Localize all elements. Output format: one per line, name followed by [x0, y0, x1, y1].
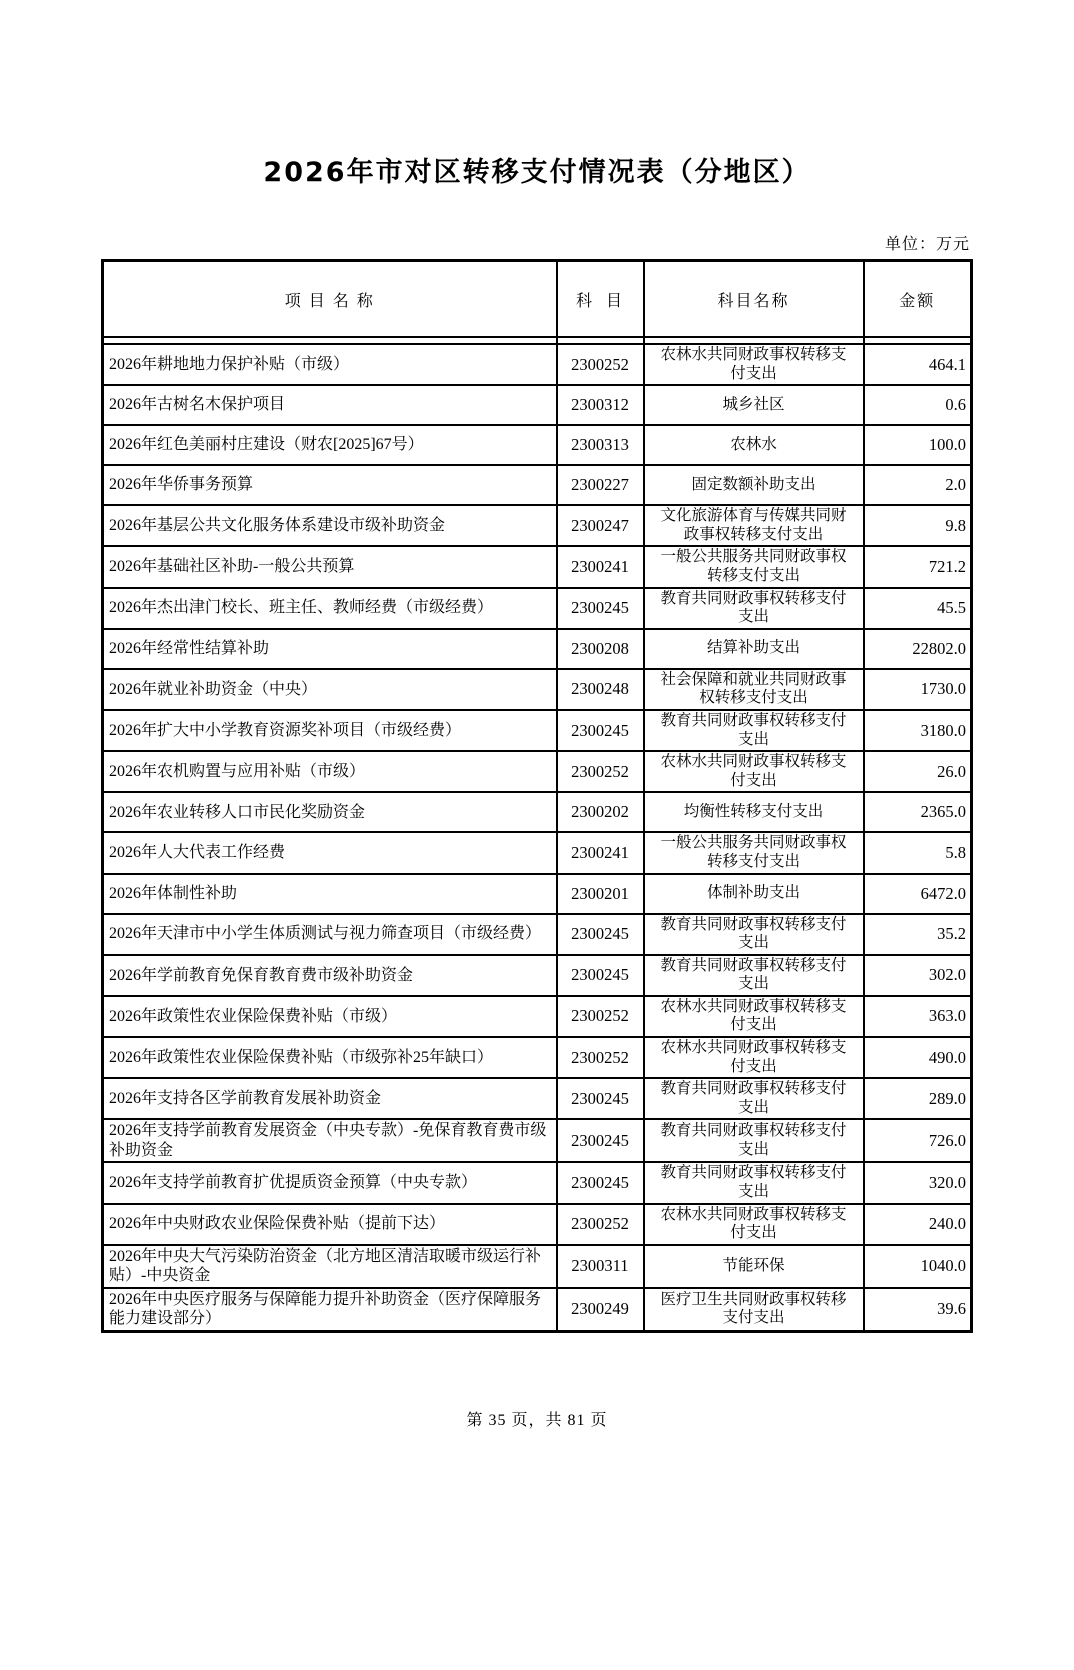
project-name-cell: 2026年耕地地力保护补贴（市级） [103, 344, 557, 385]
table-row [103, 505, 972, 546]
table-row [103, 1162, 972, 1203]
project-name-cell: 2026年基础社区补助-一般公共预算 [103, 546, 557, 587]
project-name-cell: 2026年杰出津门校长、班主任、教师经费（市级经费） [103, 588, 557, 629]
subject-name-cell: 体制补助支出 [644, 874, 864, 914]
subject-code-cell: 2300247 [557, 505, 644, 546]
document-page [0, 150, 1074, 1670]
subject-code-cell: 2300252 [557, 344, 644, 385]
project-name-cell: 2026年人大代表工作经费 [103, 832, 557, 873]
project-name-cell: 2026年学前教育免保育教育费市级补助资金 [103, 955, 557, 996]
subject-name-cell: 教育共同财政事权转移支付支出 [644, 588, 864, 629]
table-row [103, 425, 972, 465]
amount-cell: 363.0 [864, 996, 972, 1037]
subject-name-cell: 教育共同财政事权转移支付支出 [644, 710, 864, 751]
project-name-cell: 2026年支持各区学前教育发展补助资金 [103, 1078, 557, 1119]
project-name-cell: 2026年基层公共文化服务体系建设市级补助资金 [103, 505, 557, 546]
amount-cell: 240.0 [864, 1204, 972, 1245]
header-amount: 金额 [864, 261, 972, 338]
amount-cell: 6472.0 [864, 874, 972, 914]
subject-name-cell: 文化旅游体育与传媒共同财政事权转移支付支出 [644, 505, 864, 546]
subject-name-cell: 农林水共同财政事权转移支付支出 [644, 1037, 864, 1078]
subject-code-cell: 2300245 [557, 955, 644, 996]
subject-name-cell: 教育共同财政事权转移支付支出 [644, 1078, 864, 1119]
amount-cell: 1040.0 [864, 1245, 972, 1288]
project-name-cell: 2026年就业补助资金（中央） [103, 669, 557, 710]
table-row [103, 1245, 972, 1288]
subject-code-cell: 2300245 [557, 1162, 644, 1203]
subject-name-cell: 教育共同财政事权转移支付支出 [644, 1119, 864, 1162]
header-spacer-row [103, 337, 972, 344]
project-name-cell: 2026年扩大中小学教育资源奖补项目（市级经费） [103, 710, 557, 751]
subject-code-cell: 2300245 [557, 710, 644, 751]
subject-code-cell: 2300241 [557, 546, 644, 587]
table-row [103, 1078, 972, 1119]
page-title: 2026年市对区转移支付情况表（分地区） [263, 157, 811, 188]
amount-cell: 302.0 [864, 955, 972, 996]
subject-name-cell: 教育共同财政事权转移支付支出 [644, 1162, 864, 1203]
project-name-cell: 2026年农机购置与应用补贴（市级） [103, 751, 557, 792]
subject-code-cell: 2300245 [557, 1119, 644, 1162]
subject-code-cell: 2300252 [557, 996, 644, 1037]
project-name-cell: 2026年支持学前教育扩优提质资金预算（中央专款） [103, 1162, 557, 1203]
project-name-cell: 2026年农业转移人口市民化奖励资金 [103, 792, 557, 832]
subject-code-cell: 2300311 [557, 1245, 644, 1288]
table-row [103, 385, 972, 425]
subject-code-cell: 2300248 [557, 669, 644, 710]
subject-code-cell: 2300208 [557, 629, 644, 669]
subject-name-cell: 农林水共同财政事权转移支付支出 [644, 751, 864, 792]
table-row [103, 710, 972, 751]
amount-cell: 39.6 [864, 1288, 972, 1332]
subject-name-cell: 城乡社区 [644, 385, 864, 425]
subject-name-cell: 教育共同财政事权转移支付支出 [644, 955, 864, 996]
table-header-row [103, 261, 972, 338]
project-name-cell: 2026年政策性农业保险保费补贴（市级弥补25年缺口） [103, 1037, 557, 1078]
subject-name-cell: 农林水共同财政事权转移支付支出 [644, 1204, 864, 1245]
subject-name-cell: 固定数额补助支出 [644, 465, 864, 505]
amount-cell: 35.2 [864, 914, 972, 955]
transfer-payment-table [101, 259, 973, 1333]
spacer-cell [103, 337, 557, 344]
project-name-cell: 2026年中央大气污染防治资金（北方地区清洁取暖市级运行补贴）-中央资金 [103, 1245, 557, 1288]
table-row [103, 955, 972, 996]
amount-cell: 3180.0 [864, 710, 972, 751]
project-name-cell: 2026年天津市中小学生体质测试与视力筛查项目（市级经费） [103, 914, 557, 955]
table-row [103, 1119, 972, 1162]
subject-code-cell: 2300252 [557, 1037, 644, 1078]
table-row [103, 1204, 972, 1245]
table-row [103, 914, 972, 955]
amount-cell: 1730.0 [864, 669, 972, 710]
subject-name-cell: 社会保障和就业共同财政事权转移支付支出 [644, 669, 864, 710]
subject-code-cell: 2300245 [557, 1078, 644, 1119]
amount-cell: 464.1 [864, 344, 972, 385]
amount-cell: 2365.0 [864, 792, 972, 832]
header-subject-code: 科 目 [557, 261, 644, 338]
subject-name-cell: 农林水共同财政事权转移支付支出 [644, 996, 864, 1037]
header-project-name: 项 目 名 称 [103, 261, 557, 338]
amount-cell: 45.5 [864, 588, 972, 629]
amount-cell: 22802.0 [864, 629, 972, 669]
subject-code-cell: 2300245 [557, 914, 644, 955]
table-row [103, 546, 972, 587]
subject-name-cell: 教育共同财政事权转移支付支出 [644, 914, 864, 955]
subject-code-cell: 2300249 [557, 1288, 644, 1332]
table-row [103, 792, 972, 832]
table-row [103, 1037, 972, 1078]
project-name-cell: 2026年红色美丽村庄建设（财农[2025]67号） [103, 425, 557, 465]
table-row [103, 832, 972, 873]
amount-cell: 5.8 [864, 832, 972, 873]
subject-code-cell: 2300202 [557, 792, 644, 832]
table-row [103, 1288, 972, 1332]
table-body [103, 344, 972, 1331]
subject-code-cell: 2300312 [557, 385, 644, 425]
table-row [103, 751, 972, 792]
table-row [103, 588, 972, 629]
amount-cell: 9.8 [864, 505, 972, 546]
table-row [103, 344, 972, 385]
subject-name-cell: 医疗卫生共同财政事权转移支付支出 [644, 1288, 864, 1332]
table-row [103, 874, 972, 914]
amount-cell: 320.0 [864, 1162, 972, 1203]
unit-label: 单位：万元 [884, 236, 970, 253]
subject-name-cell: 节能环保 [644, 1245, 864, 1288]
amount-cell: 0.6 [864, 385, 972, 425]
amount-cell: 26.0 [864, 751, 972, 792]
subject-name-cell: 均衡性转移支付支出 [644, 792, 864, 832]
subject-name-cell: 结算补助支出 [644, 629, 864, 669]
table-row [103, 669, 972, 710]
subject-name-cell: 一般公共服务共同财政事权转移支付支出 [644, 832, 864, 873]
amount-cell: 100.0 [864, 425, 972, 465]
subject-code-cell: 2300252 [557, 1204, 644, 1245]
subject-name-cell: 一般公共服务共同财政事权转移支付支出 [644, 546, 864, 587]
subject-code-cell: 2300201 [557, 874, 644, 914]
project-name-cell: 2026年支持学前教育发展资金（中央专款）-免保育教育费市级补助资金 [103, 1119, 557, 1162]
project-name-cell: 2026年华侨事务预算 [103, 465, 557, 505]
subject-code-cell: 2300241 [557, 832, 644, 873]
spacer-cell [864, 337, 972, 344]
subject-code-cell: 2300252 [557, 751, 644, 792]
subject-code-cell: 2300227 [557, 465, 644, 505]
subject-code-cell: 2300313 [557, 425, 644, 465]
amount-cell: 726.0 [864, 1119, 972, 1162]
amount-cell: 2.0 [864, 465, 972, 505]
amount-cell: 721.2 [864, 546, 972, 587]
project-name-cell: 2026年经常性结算补助 [103, 629, 557, 669]
project-name-cell: 2026年中央财政农业保险保费补贴（提前下达） [103, 1204, 557, 1245]
subject-name-cell: 农林水 [644, 425, 864, 465]
amount-cell: 490.0 [864, 1037, 972, 1078]
spacer-cell [557, 337, 644, 344]
project-name-cell: 2026年体制性补助 [103, 874, 557, 914]
project-name-cell: 2026年政策性农业保险保费补贴（市级） [103, 996, 557, 1037]
table-row [103, 465, 972, 505]
table-row [103, 996, 972, 1037]
project-name-cell: 2026年中央医疗服务与保障能力提升补助资金（医疗保障服务能力建设部分） [103, 1288, 557, 1332]
table-row [103, 629, 972, 669]
subject-code-cell: 2300245 [557, 588, 644, 629]
amount-cell: 289.0 [864, 1078, 972, 1119]
subject-name-cell: 农林水共同财政事权转移支付支出 [644, 344, 864, 385]
page-footer: 第 35 页，共 81 页 [466, 1411, 608, 1429]
project-name-cell: 2026年古树名木保护项目 [103, 385, 557, 425]
spacer-cell [644, 337, 864, 344]
header-subject-name: 科目名称 [644, 261, 864, 338]
